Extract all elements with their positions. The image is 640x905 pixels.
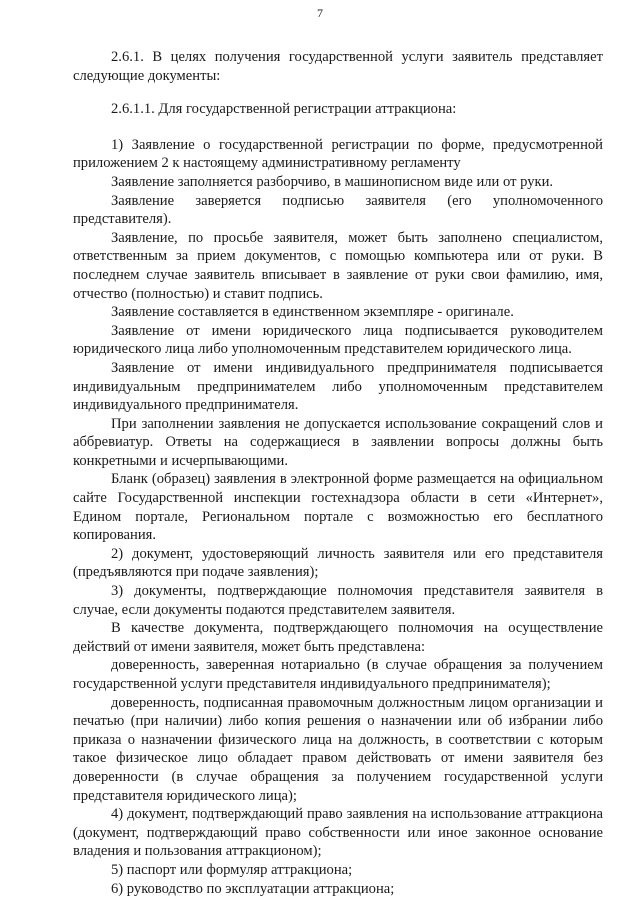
paragraph-2-6-1-1: 2.6.1.1. Для государственной регистрации аттракциона: — [111, 101, 457, 118]
paragraph: Заявление заверяется подписью заявителя (его уполномоченного представителя). — [73, 192, 603, 228]
paragraph: Заявление от имени юридического лица подписывается руководителем юридического лица либо уполномоченным представителем юридического лица. — [73, 322, 603, 358]
paragraph: При заполнении заявления не допускается использование сокращений слов и аббревиатур. Ответы на содержащиеся в заявлении вопросы должны быть конкретными и исчерпывающими. — [73, 415, 603, 469]
paragraph-item-3: 3) документы, подтверждающие полномочия представителя заявителя в случае, если документы подаются представителем заявителя. — [73, 583, 603, 618]
paragraph-item-2: 2) документ, удостоверяющий личность заявителя или его представителя (предъявляются при подаче заявления); — [73, 545, 603, 581]
paragraph: Заявление от имени индивидуального предпринимателя подписывается индивидуальным предпринимателем либо уполномоченным представителем индивидуального предпринимателя. — [73, 359, 603, 414]
paragraph: Заявление составляется в единственном экземпляре - оригинале. — [111, 304, 514, 321]
paragraph: Заявление, по просьбе заявителя, может быть заполнено специалистом, ответственным за прием документов, с помощью компьютера или от руки. В последнем случае заявитель вписывает в заявление от руки свои фамилию, имя, отчество (полностью) и ставит подпись. — [73, 229, 603, 302]
paragraph: доверенность, подписанная правомочным должностным лицом организации и печатью (при наличии) либо копия решения о назначении или об избрании либо приказа о назначении физического лица на должность, в соответствии с которым такое физическое лицо обладает правом действовать от имени заявителя без доверенности (в случае обращения за получением государственной услуги представителя юридического лица); — [73, 694, 603, 804]
paragraph-2-6-1: 2.6.1. В целях получения государственной услуги заявитель представляет следующие документы: — [73, 49, 603, 84]
page-number: 7 — [317, 6, 323, 20]
paragraph: Бланк (образец) заявления в электронной форме размещается на официальном сайте Государственной инспекции гостехнадзора области в сети «Интернет», Едином портале, Региональном портале с возможностью его бесплатного копирования. — [73, 471, 603, 544]
paragraph: доверенность, заверенная нотариально (в случае обращения за получением государственной услуги представителя индивидуального предпринимателя); — [73, 657, 603, 692]
paragraph-item-4: 4) документ, подтверждающий право заявления на использование аттракциона (документ, подтверждающий право собственности или иное законное основание владения и пользования аттракционом); — [73, 806, 603, 860]
paragraph: Заявление заполняется разборчиво, в машинописном виде или от руки. — [111, 173, 554, 190]
paragraph: В качестве документа, подтверждающего полномочия на осуществление действий от имени заявителя, может быть представлена: — [73, 620, 603, 655]
paragraph-item-5: 5) паспорт или формуляр аттракциона; — [111, 861, 353, 878]
document-body — [73, 48, 603, 898]
paragraph-item-6: 6) руководство по эксплуатации аттракциона; — [111, 880, 395, 897]
paragraph-item-1: 1) Заявление о государственной регистрации по форме, предусмотренной приложением 2 к настоящему административному регламенту — [73, 136, 603, 172]
